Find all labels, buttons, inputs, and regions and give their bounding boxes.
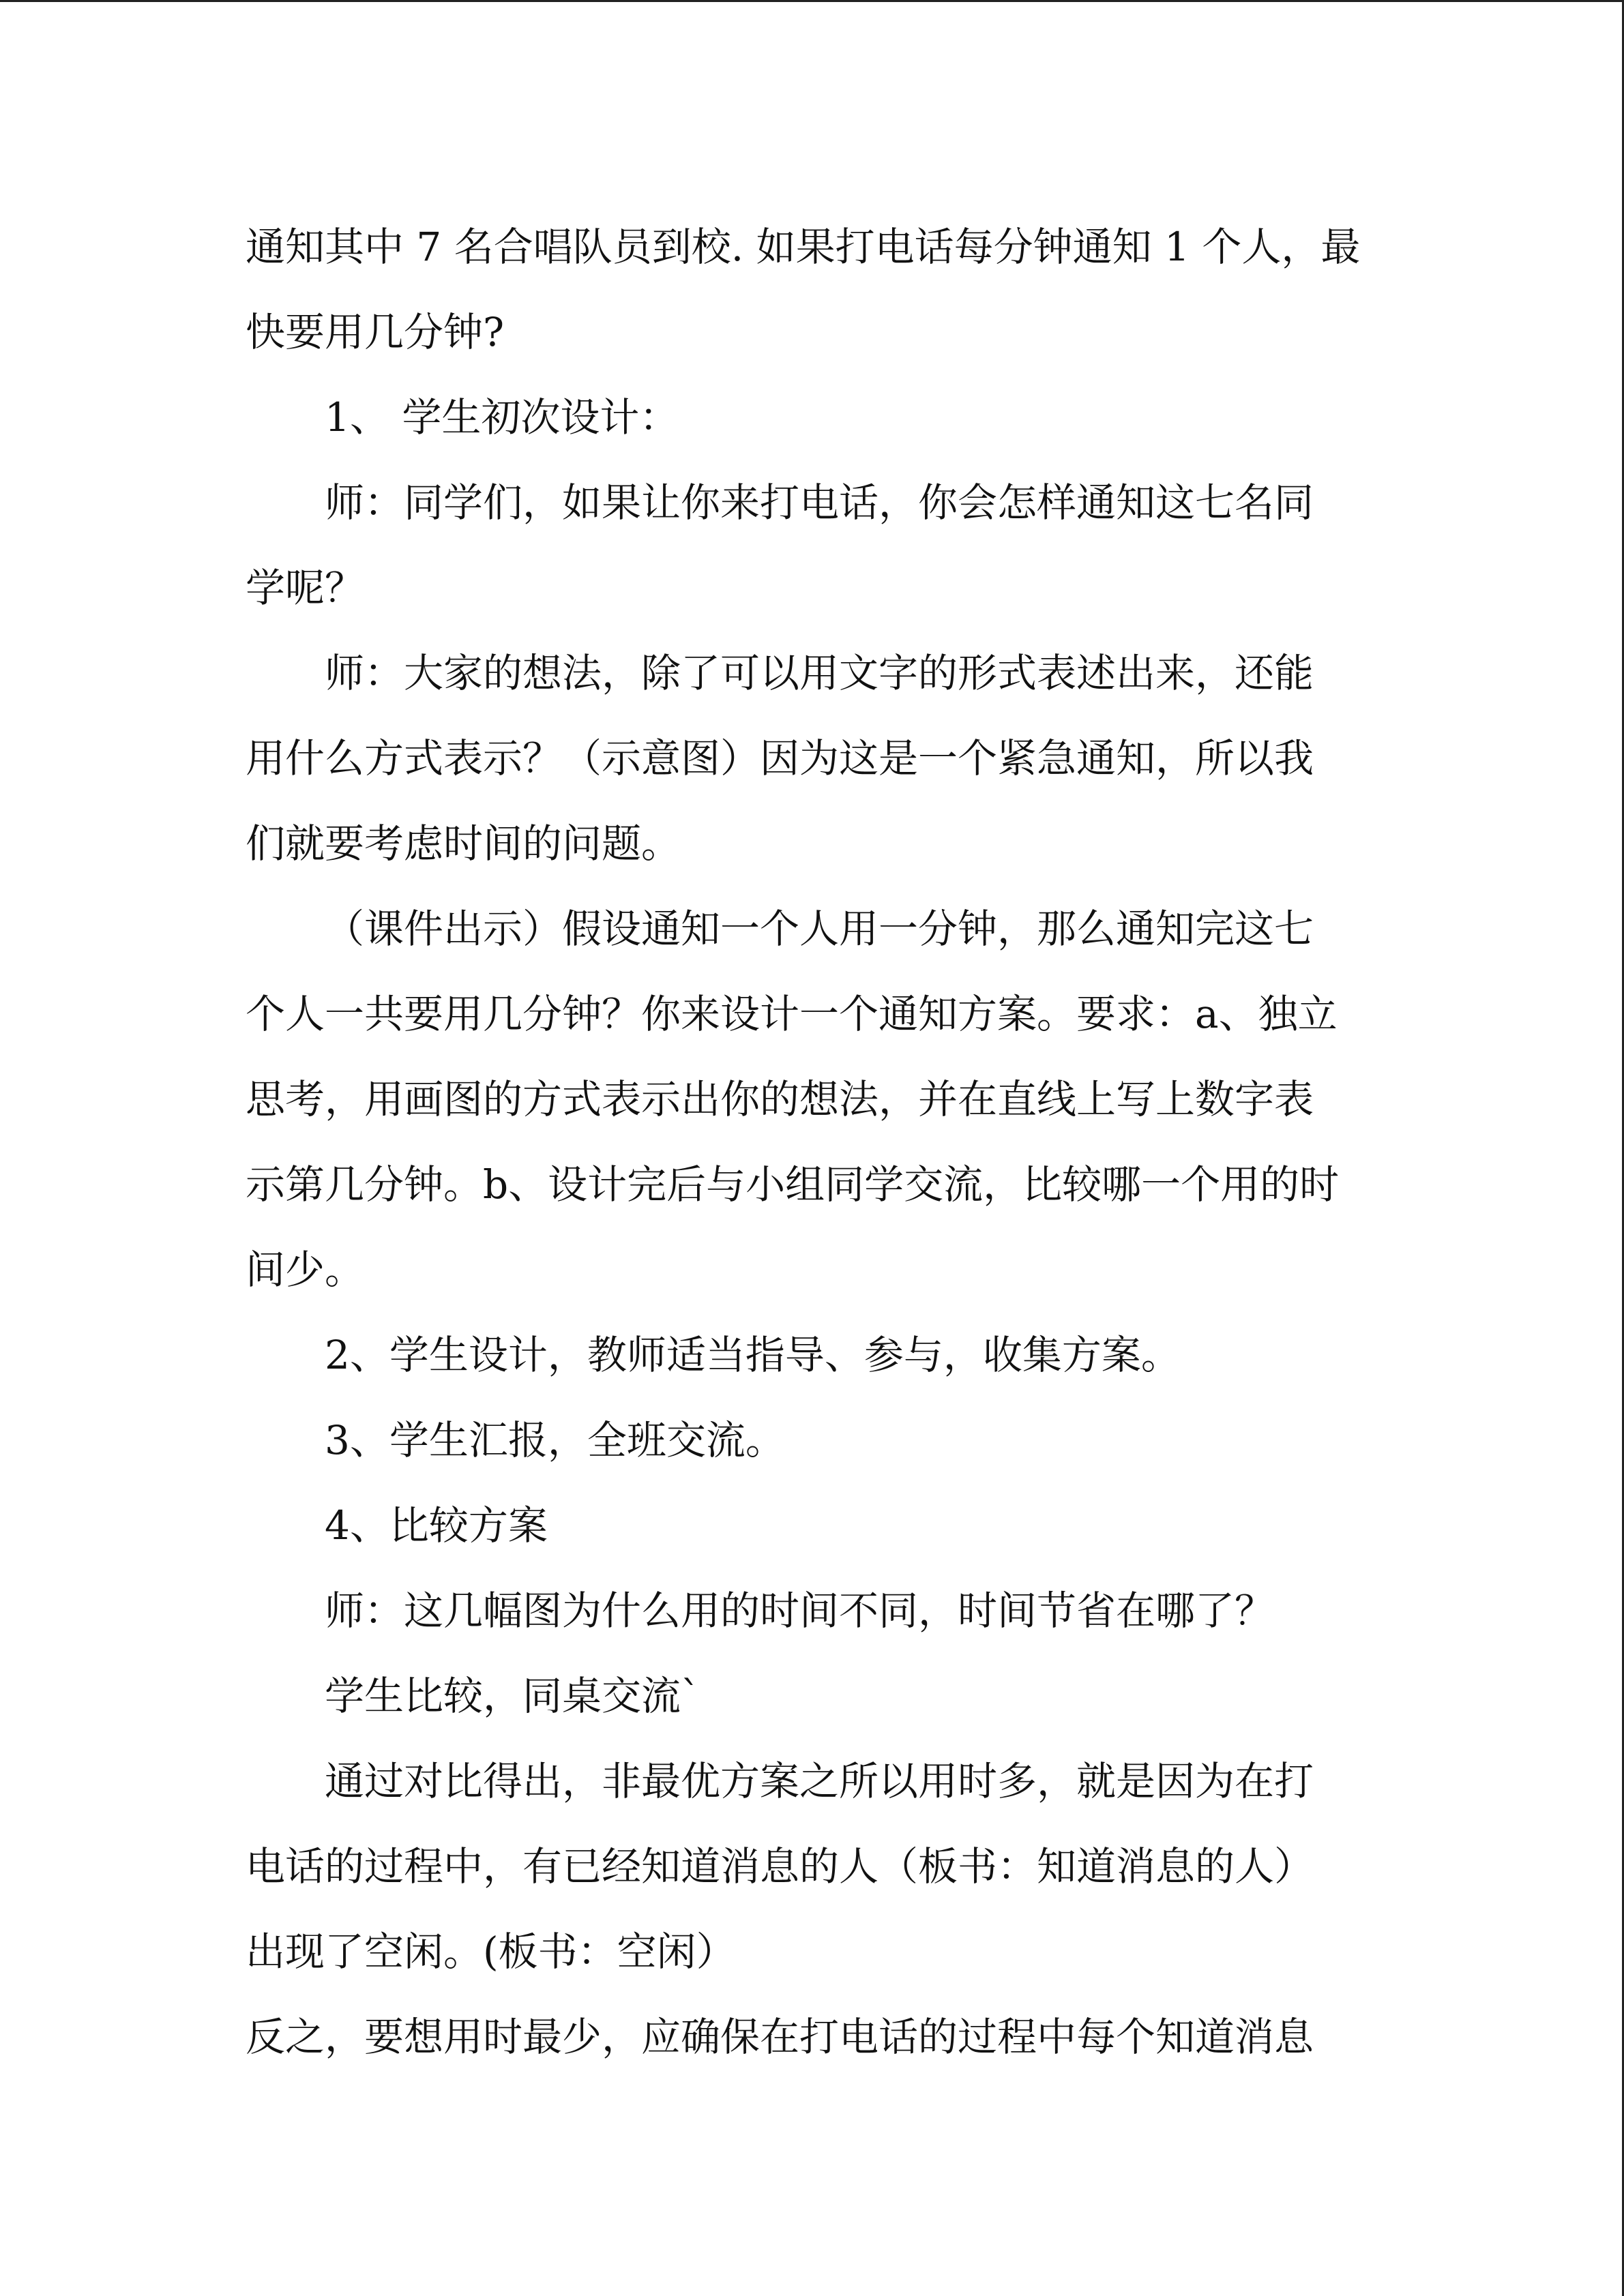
page-top-border <box>0 0 1624 2</box>
line: 通过对比得出，非最优方案之所以用时多，就是因为在打 <box>325 1758 1314 1804</box>
line: 间少。 <box>246 1247 365 1293</box>
line: 思考，用画图的方式表示出你的想法，并在直线上写上数字表 <box>246 1076 1314 1122</box>
line: 示第几分钟。b、设计完后与小组同学交流，比较哪一个用的时 <box>246 1161 1340 1208</box>
line: 1、 学生初次设计： <box>325 394 679 441</box>
line: 用什么方式表示？（示意图）因为这是一个紧急通知，所以我 <box>246 735 1314 781</box>
line: 学呢？ <box>246 565 365 611</box>
document-body <box>246 205 1391 2080</box>
line: 2、学生设计，教师适当指导、参与，收集方案。 <box>325 1332 1181 1378</box>
line: 通知其中 7 名合唱队员到校. 如果打电话每分钟通知 1 个人，最 <box>246 224 1361 270</box>
line: 快要用几分钟? <box>246 309 505 355</box>
line: 学生比较，同桌交流` <box>325 1673 701 1719</box>
line: 师：这几幅图为什么用的时间不同，时间节省在哪了？ <box>325 1587 1275 1634</box>
line: 3、学生汇报，全班交流。 <box>325 1417 785 1463</box>
line: （课件出示）假设通知一个人用一分钟，那么通知完这七 <box>325 906 1314 952</box>
line: 电话的过程中，有已经知道消息的人（板书：知道消息的人） <box>246 1843 1314 1890</box>
line: 们就要考虑时间的问题。 <box>246 820 681 867</box>
line: 师：大家的想法，除了可以用文字的形式表述出来，还能 <box>325 650 1314 696</box>
line: 出现了空闲。(板书：空闲） <box>246 1928 736 1975</box>
line: 师：同学们，如果让你来打电话，你会怎样通知这七名同 <box>325 479 1314 526</box>
line: 4、比较方案 <box>325 1502 548 1549</box>
line: 个人一共要用几分钟？你来设计一个通知方案。要求：a、独立 <box>246 991 1338 1037</box>
line: 反之，要想用时最少，应确保在打电话的过程中每个知道消息 <box>246 2014 1314 2060</box>
